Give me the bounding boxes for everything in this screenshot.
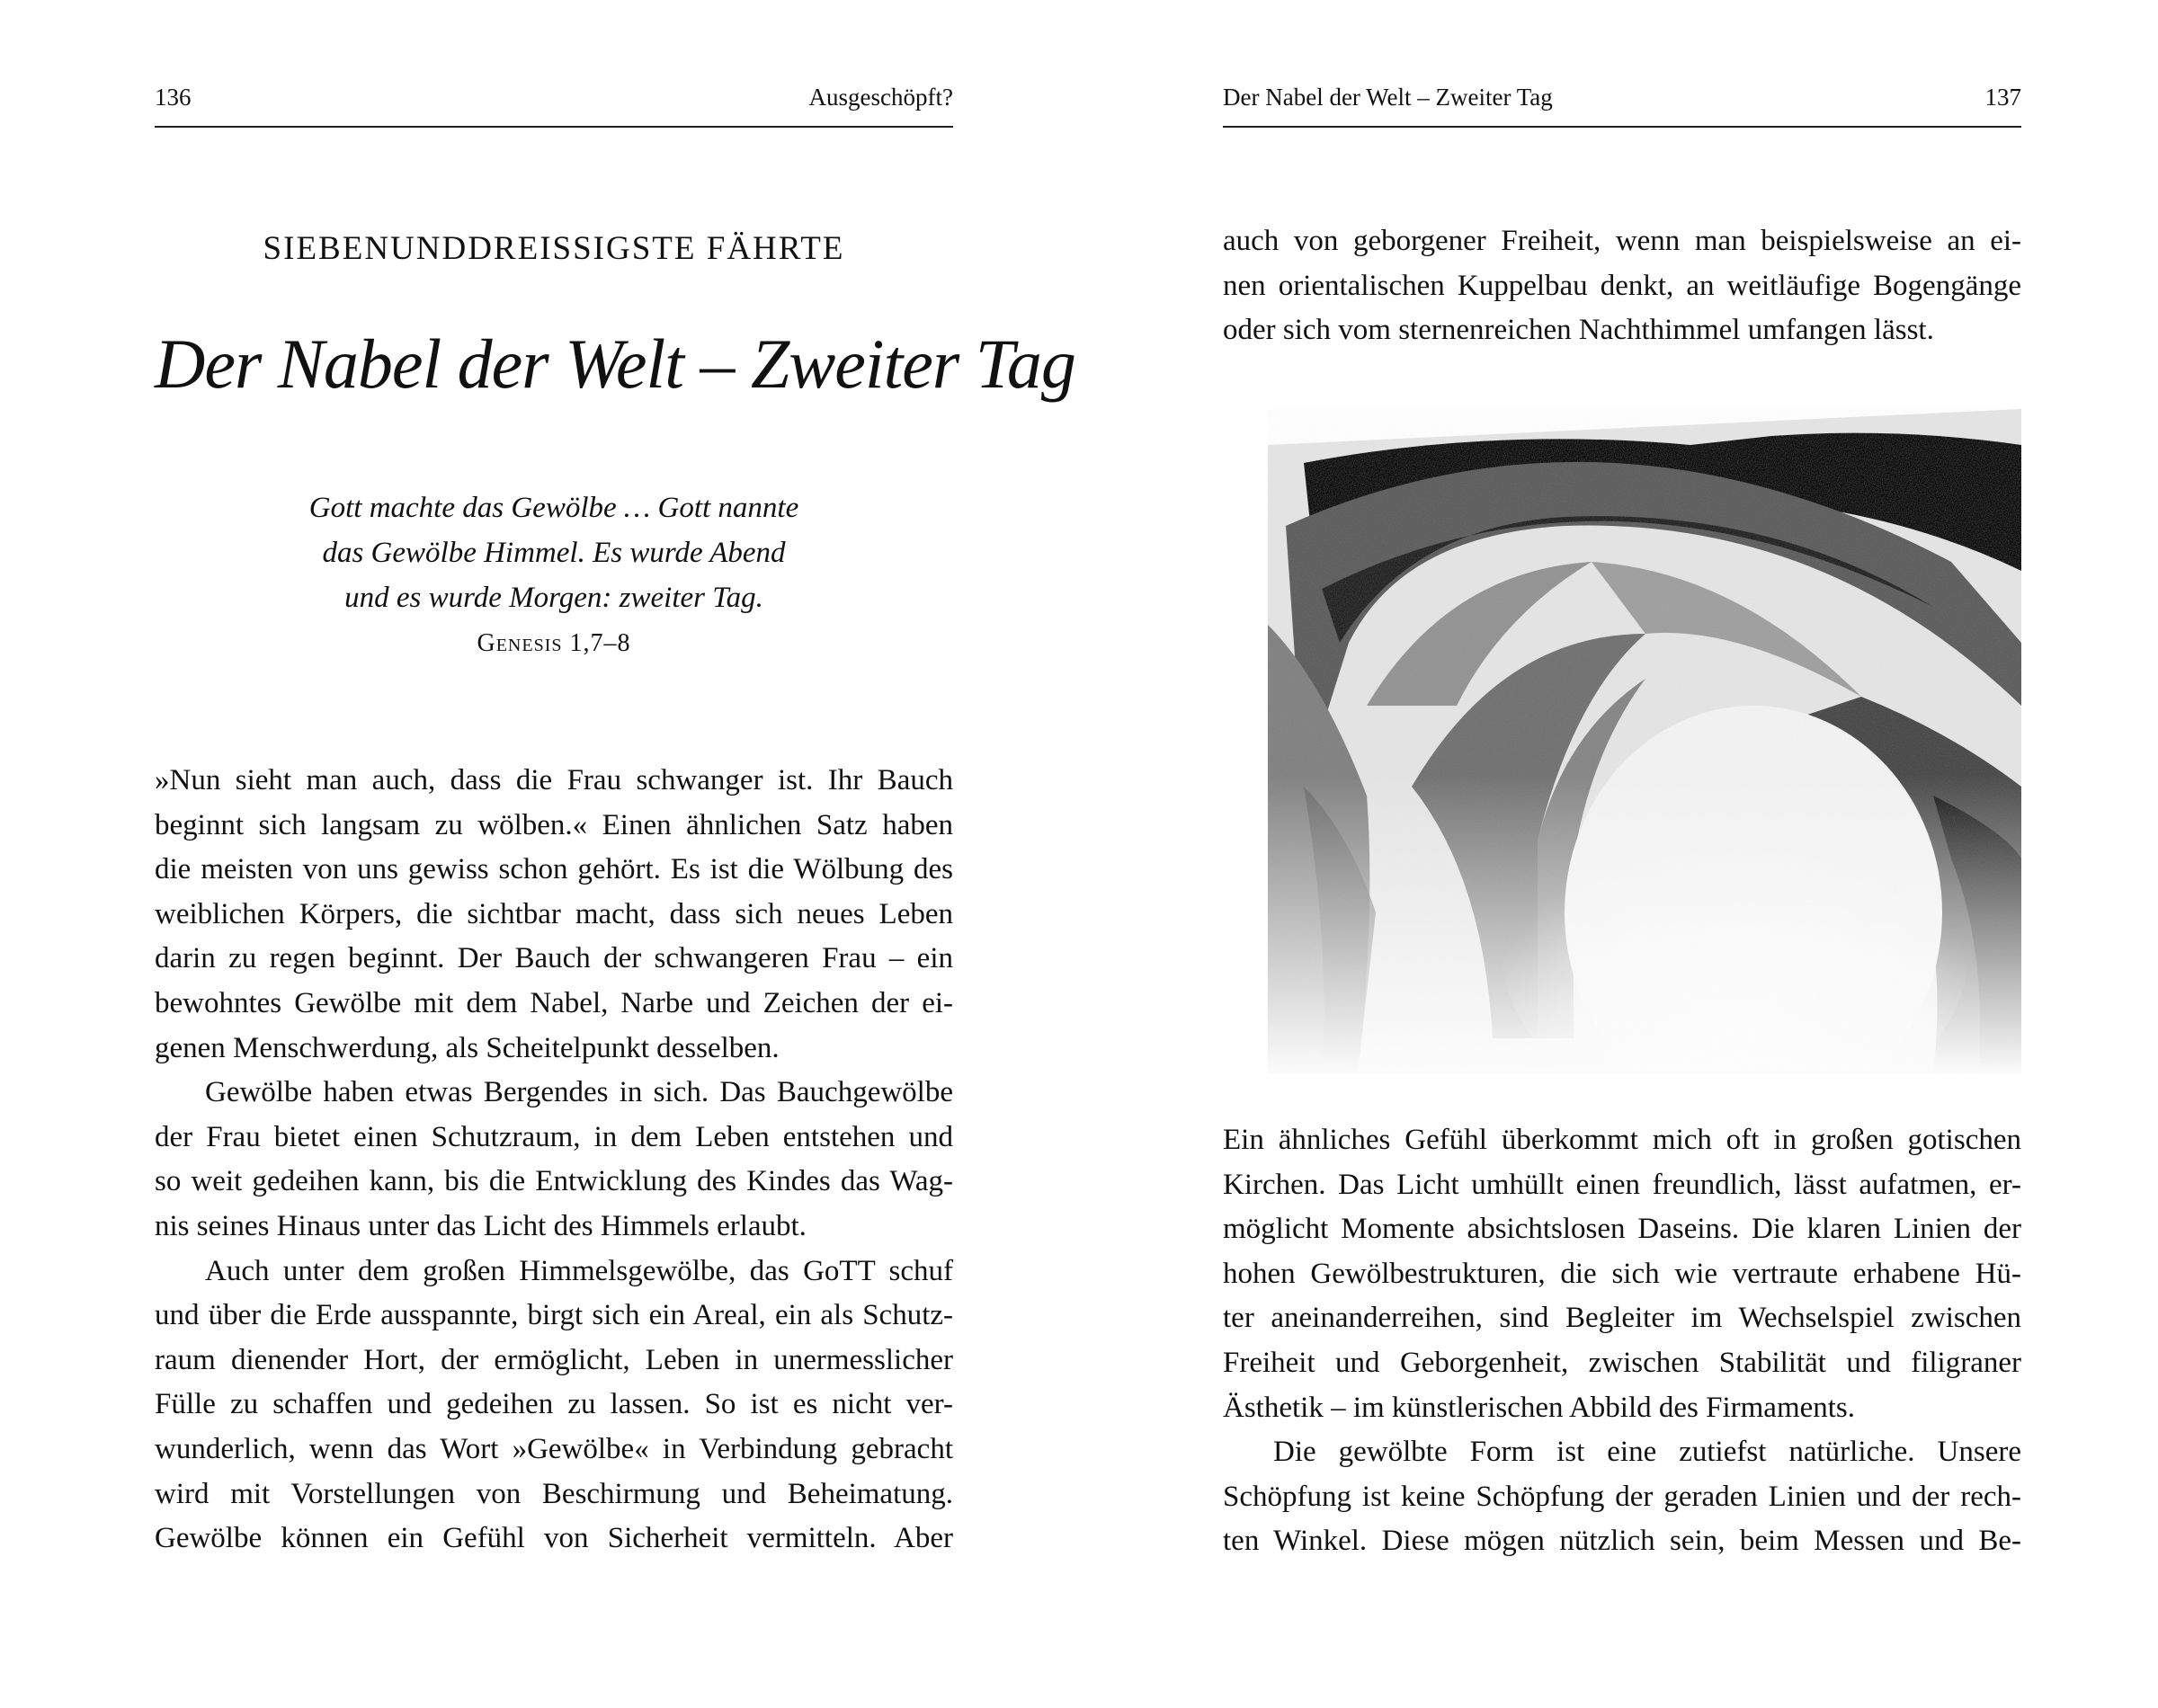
running-title-left: Ausgeschöpft? bbox=[808, 84, 953, 111]
page-number-right: 137 bbox=[1984, 84, 2021, 111]
text-line: Freiheit und Geborgenheit, zwischen Stabilität und filigraner bbox=[1223, 1346, 2021, 1379]
text-line: ter aneinanderreihen, sind Begleiter im Wechselspiel zwischen bbox=[1223, 1302, 2021, 1335]
epigraph-source: Genesis 1,7–8 bbox=[477, 629, 631, 657]
epigraph-line: und es wurde Morgen: zweiter Tag. bbox=[344, 582, 763, 614]
text-line: oder sich vom sternenreichen Nachthimmel umfangen lässt. bbox=[1223, 314, 1934, 347]
text-line: ten Winkel. Diese mögen nützlich sein, beim Messen und Be- bbox=[1223, 1525, 2021, 1558]
chapter-title: Der Nabel der Welt – Zweiter Tag bbox=[155, 325, 1075, 403]
right-page bbox=[1223, 0, 2021, 1708]
text-line: bewohntes Gewölbe mit dem Nabel, Narbe und Zeichen der ei- bbox=[155, 986, 953, 1019]
vault-illustration bbox=[1268, 409, 2021, 1074]
text-line: Gewölbe können ein Gefühl von Sicherheit vermitteln. Aber bbox=[155, 1522, 953, 1555]
body-text-left bbox=[155, 759, 953, 1561]
text-line: genen Menschwerdung, als Scheitelpunkt desselben. bbox=[155, 1031, 780, 1064]
body-text-right-top bbox=[1223, 219, 2021, 353]
text-line: wird mit Vorstellungen von Beschirmung und Beheimatung. bbox=[155, 1477, 953, 1510]
text-line: Ästhetik – im künstlerischen Abbild des Firmaments. bbox=[1223, 1391, 1856, 1424]
text-line: Die gewölbte Form ist eine zutiefst natürliche. Unsere bbox=[1273, 1436, 2021, 1469]
running-header-right bbox=[1223, 79, 2021, 128]
text-line: Ein ähnliches Gefühl überkommt mich oft in großen gotischen bbox=[1223, 1124, 2021, 1156]
body-text-right-bottom bbox=[1223, 1118, 2021, 1564]
page-number-left: 136 bbox=[155, 84, 192, 111]
running-title-right: Der Nabel der Welt – Zweiter Tag bbox=[1223, 84, 1553, 111]
chapter-label: SIEBENUNDDREISSIGSTE FÄHRTE bbox=[263, 230, 845, 267]
text-line: wunderlich, wenn das Wort »Gewölbe« in Verbindung gebracht bbox=[155, 1432, 953, 1465]
text-line: beginnt sich langsam zu wölben.« Einen ähnlichen Satz haben bbox=[155, 808, 953, 841]
text-line: hohen Gewölbestrukturen, die sich wie vertraute erhabene Hü- bbox=[1223, 1257, 2021, 1290]
text-line: Auch unter dem großen Himmelsgewölbe, das GoTT schuf bbox=[205, 1254, 953, 1287]
text-line: raum dienender Hort, der ermöglicht, Leben in unermesslicher bbox=[155, 1343, 953, 1376]
epigraph-line: Gott machte das Gewölbe … Gott nannte bbox=[308, 492, 799, 524]
text-line: weiblichen Körpers, die sichtbar macht, dass sich neues Leben bbox=[155, 897, 953, 930]
epigraph-line: das Gewölbe Himmel. Es wurde Abend bbox=[322, 537, 786, 569]
text-line: Fülle zu schaffen und gedeihen zu lassen. So ist es nicht ver- bbox=[155, 1388, 953, 1421]
text-line: so weit gedeihen kann, bis die Entwicklung des Kindes das Wag- bbox=[155, 1165, 953, 1198]
left-page bbox=[155, 0, 1075, 1708]
text-line: »Nun sieht man auch, dass die Frau schwanger ist. Ihr Bauch bbox=[155, 764, 953, 796]
text-line: nen orientalischen Kuppelbau denkt, an weitläufige Bogengänge bbox=[1223, 269, 2021, 302]
text-line: auch von geborgener Freiheit, wenn man beispielsweise an ei- bbox=[1223, 225, 2021, 257]
text-line: Gewölbe haben etwas Bergendes in sich. Das Bauchgewölbe bbox=[205, 1076, 953, 1109]
text-line: darin zu regen beginnt. Der Bauch der schwangeren Frau – ein bbox=[155, 942, 953, 975]
text-line: nis seines Hinaus unter das Licht des Himmels erlaubt. bbox=[155, 1209, 807, 1242]
text-line: möglicht Momente absichtslosen Daseins. Die klaren Linien der bbox=[1223, 1213, 2021, 1246]
running-header-left bbox=[155, 79, 953, 128]
text-line: der Frau bietet einen Schutzraum, in dem Leben entstehen und bbox=[155, 1120, 953, 1153]
text-line: und über die Erde ausspannte, birgt sich ein Areal, ein als Schutz- bbox=[155, 1299, 953, 1332]
text-line: die meisten von uns gewiss schon gehört. Es ist die Wölbung des bbox=[155, 853, 953, 886]
text-line: Kirchen. Das Licht umhüllt einen freundlich, lässt aufatmen, er- bbox=[1223, 1168, 2021, 1201]
epigraph bbox=[155, 485, 953, 658]
text-line: Schöpfung ist keine Schöpfung der geraden Linien und der rech- bbox=[1223, 1480, 2021, 1513]
